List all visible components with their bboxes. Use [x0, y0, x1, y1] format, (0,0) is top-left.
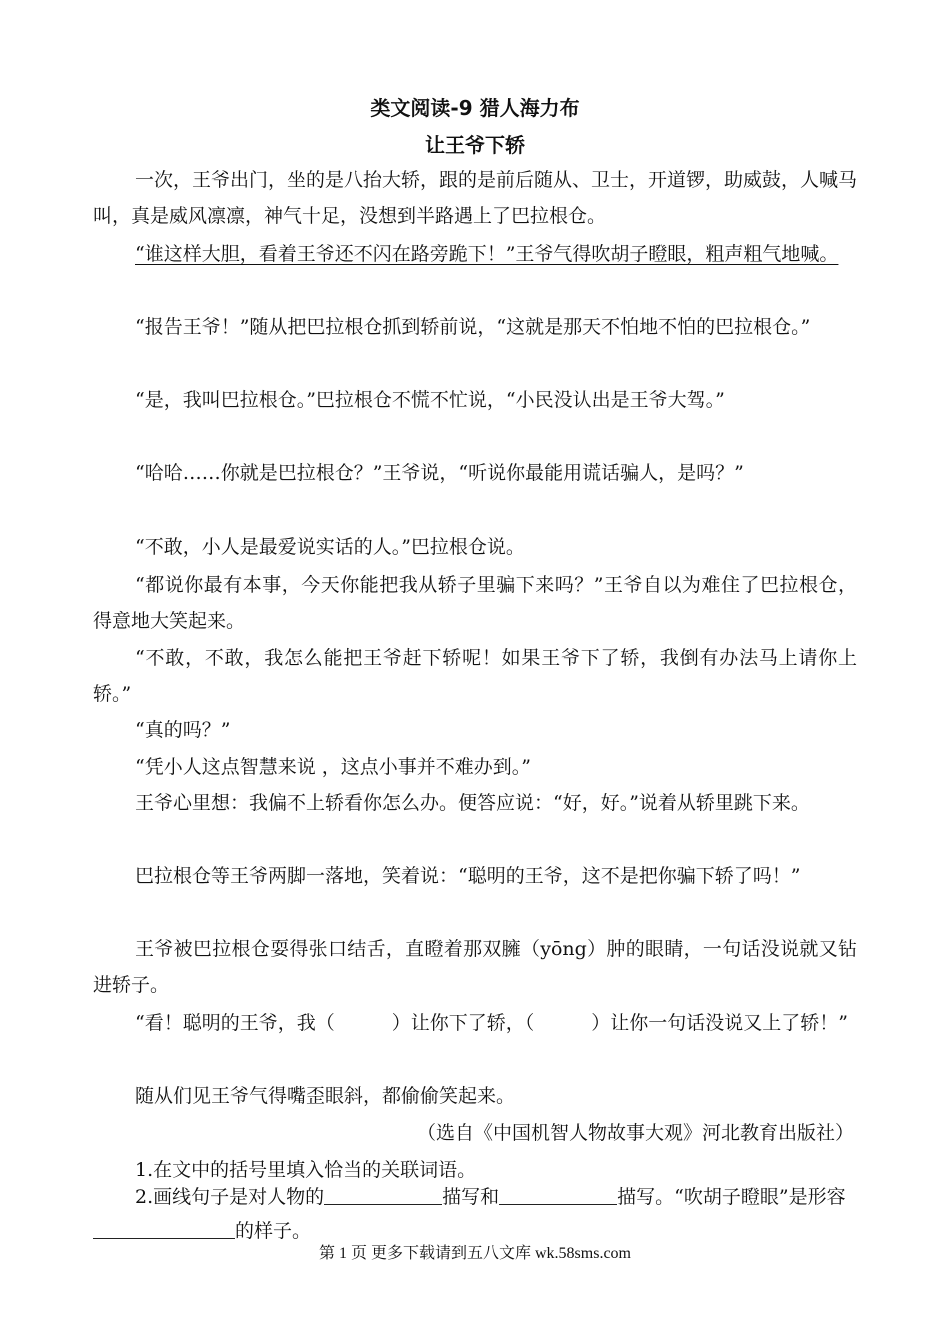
answer-blank[interactable] [93, 1218, 235, 1239]
page-footer: 第 1 页 更多下载请到五八文库 wk.58sms.com [318, 1245, 631, 1262]
paragraph-with-blanks: “看！聪明的王爷，我（ ）让你下了轿，（ ）让你一句话没说又上了轿！” [135, 1012, 848, 1034]
underlined-paragraph: “谁这样大胆，看着王爷还不闪在路旁跪下！”王爷气得吹胡子瞪眼，粗声粗气地喊。 [135, 243, 839, 265]
answer-blank[interactable] [324, 1184, 442, 1205]
question-1: 1.在文中的括号里填入恰当的关联词语。 [135, 1159, 477, 1181]
answer-blank[interactable] [499, 1184, 617, 1205]
question-2-text: 描写。“吹胡子瞪眼”是形容 [617, 1186, 846, 1208]
document-title: 类文阅读-9 猎人海力布 [370, 96, 580, 120]
question-2-text: 的样子。 [235, 1220, 312, 1242]
question-2 [93, 1180, 857, 1248]
paragraph: 随从们见王爷气得嘴歪眼斜，都偷偷笑起来。 [135, 1085, 516, 1107]
paragraph: 王爷被巴拉根仓耍得张口结舌，直瞪着那双臃（yōng）肿的眼睛，一句话没说就又钻进轿子。 [93, 938, 857, 996]
question-2-text: 描写和 [442, 1186, 500, 1208]
question-2-text: 2.画线句子是对人物的 [135, 1186, 325, 1208]
paragraph: “都说你最有本事，今天你能把我从轿子里骗下来吗？”王爷自以为难住了巴拉根仓，得意地大笑起来。 [93, 574, 857, 632]
paragraph: “是，我叫巴拉根仓。”巴拉根仓不慌不忙说，“小民没认出是王爷大驾。” [135, 389, 725, 411]
paragraph: “不敢，不敢，我怎么能把王爷赶下轿呢！如果王爷下了轿，我倒有办法马上请你上轿。” [93, 647, 857, 705]
paragraph: “凭小人这点智慧来说 ，这点小事并不难办到。” [135, 756, 531, 778]
source-citation: （选自《中国机智人物故事大观》河北教育出版社） [416, 1122, 854, 1144]
paragraph: “真的吗？” [135, 719, 231, 741]
paragraph: 巴拉根仓等王爷两脚一落地，笑着说：“聪明的王爷，这不是把你骗下轿了吗！” [135, 865, 801, 887]
paragraph: 王爷心里想：我偏不上轿看你怎么办。便答应说：“好，好。”说着从轿里跳下来。 [135, 792, 810, 814]
paragraph: “报告王爷！”随从把巴拉根仓抓到轿前说，“这就是那天不怕地不怕的巴拉根仓。” [135, 316, 811, 338]
paragraph: 一次，王爷出门，坐的是八抬大轿，跟的是前后随从、卫士，开道锣，助威鼓，人喊马叫，真是威风凛凛，神气十足，没想到半路遇上了巴拉根仓。 [93, 169, 858, 227]
paragraph: “哈哈……你就是巴拉根仓？”王爷说，“听说你最能用谎话骗人，是吗？” [135, 462, 744, 484]
story-title: 让王爷下轿 [425, 133, 525, 157]
paragraph: “不敢，小人是最爱说实话的人。”巴拉根仓说。 [135, 536, 525, 558]
